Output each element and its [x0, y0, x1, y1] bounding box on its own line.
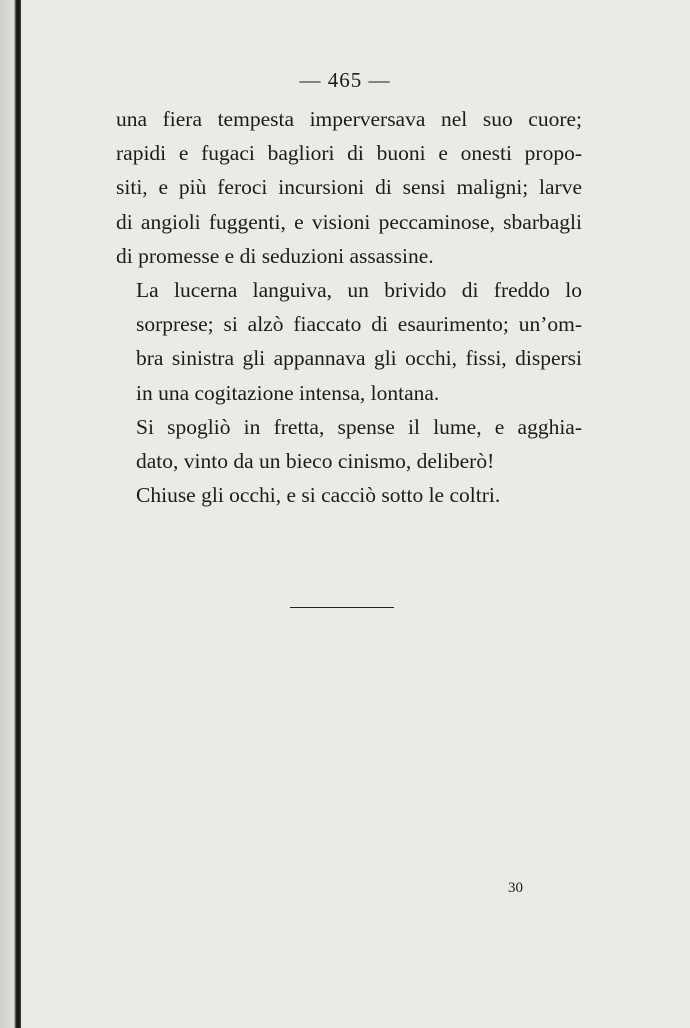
- text-line: siti, e più feroci incursioni di sensi maligni; larve: [116, 175, 582, 200]
- text-line: Chiuse gli occhi, e si cacciò sotto le coltri.: [136, 483, 501, 508]
- page-number: — 465 —: [299, 68, 391, 92]
- binding-edge: [14, 0, 21, 1028]
- signature-mark: 30: [508, 880, 523, 896]
- paragraph: [116, 102, 582, 273]
- text-line: La lucerna languiva, un brivido di freddo lo: [136, 278, 582, 303]
- text-line: di promesse e di seduzioni assassine.: [116, 243, 434, 268]
- paragraph: [116, 410, 582, 478]
- text-line: rapidi e fugaci bagliori di buoni e onesti propo-: [116, 141, 582, 166]
- section-end-rule: [290, 607, 394, 608]
- paragraph: [116, 273, 582, 410]
- text-line: in una cogitazione intensa, lontana.: [136, 380, 440, 405]
- text-line: dato, vinto da un bieco cinismo, deliberò!: [136, 449, 495, 474]
- text-line: una fiera tempesta imperversava nel suo cuore;: [116, 107, 582, 131]
- text-line: di angioli fuggenti, e visioni peccaminose, sbarbagli: [116, 209, 582, 234]
- text-line: sorprese; si alzò fiaccato di esaurimento; un’om-: [136, 312, 582, 337]
- text-line: Si spogliò in fretta, spense il lume, e agghia-: [136, 414, 582, 439]
- binding-shadow: [0, 0, 14, 1028]
- text-line: bra sinistra gli appannava gli occhi, fissi, dispersi: [136, 346, 582, 371]
- body-text: [116, 102, 582, 512]
- paragraph: [116, 478, 582, 512]
